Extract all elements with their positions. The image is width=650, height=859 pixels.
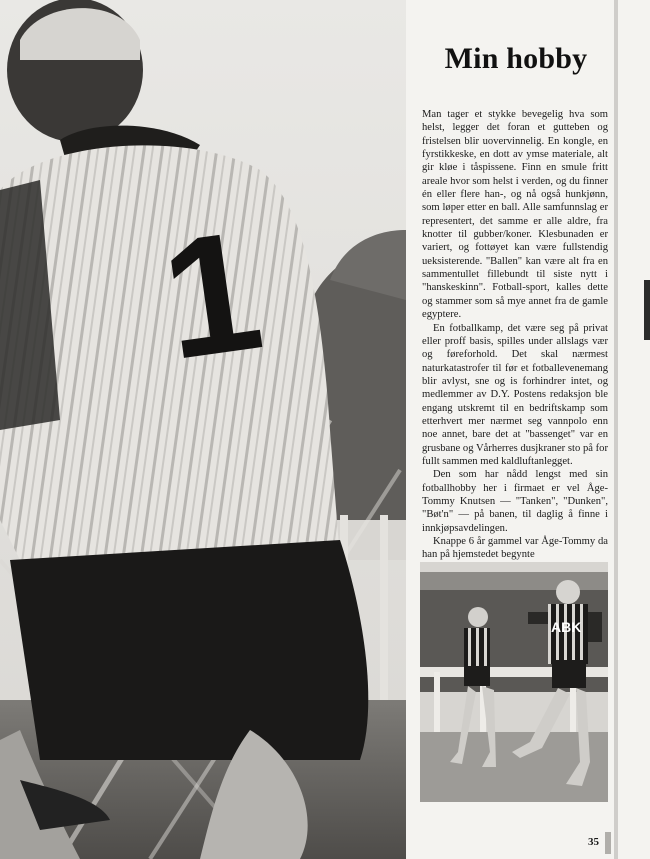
jersey-sponsor-text: ABK	[551, 619, 582, 635]
paragraph-3: Den som har nådd lengst med sin fotballhobby her i firmaet er vel Åge-Tommy Knutsen — "Tanken", "Dunken", "Bøt'n" — på banen, til daglig å finne i innkjøpsavdelingen.	[422, 469, 608, 534]
paragraph-2: En fotballkamp, det være seg på privat eller proff basis, spilles under allslags vær og føreforhold. Det skal nærmest naturkatastrofer til før et fotballevenemang blir avlyst, sne og is forhindrer intet, og medlemmer av D.Y. Postens redaksjon ble engang utskremt til en bedriftskamp som etterhvert mer nærmet seg vannpolo enn noe annet, bare det at "bassenget" var en grusbane og Vårherres dusjkraner sto på for fullt sammen med kaldluftanlegget.	[422, 322, 608, 467]
paragraph-4: Knappe 6 år gammel var Åge-Tommy da han på hjemstedet begynte	[422, 536, 608, 561]
jersey-number: 1	[152, 194, 273, 397]
page-edge-strip	[614, 0, 618, 859]
page-number-bar	[605, 832, 611, 854]
page-edge-mark	[644, 280, 650, 340]
page-number: 35	[588, 836, 599, 848]
players-illustration	[420, 562, 608, 802]
football-players-photo	[420, 562, 608, 802]
paragraph-1: Man tager et stykke bevegelig hva som helst, legger det foran et gutteben og fristelsen blir uovervinnelig. En kongle, en fyrstikkeske, en dott av ymse materiale, alt gir kløe i tåspissene. Finn en smule fritt areale hvor som helst i verden, og du finner én eller flere han-, og nå også hunkjønn, som løper etter en ball. Alle samfunnslag er representert, det samme er alle aldre, fra knotter til gubber/koner. Klesbunaden er variert, og fottøyet kan være fullstendig ueksisterende. "Ballen" kan være alt fra en sammentullet fillebundt til siste nytt i "hanskeskinn". Fotball-sport, kalles dette og stammer som så mye annet fra de gamle egyptere.	[422, 109, 608, 321]
article-title: Min hobby	[444, 42, 588, 75]
article-body	[422, 108, 608, 562]
